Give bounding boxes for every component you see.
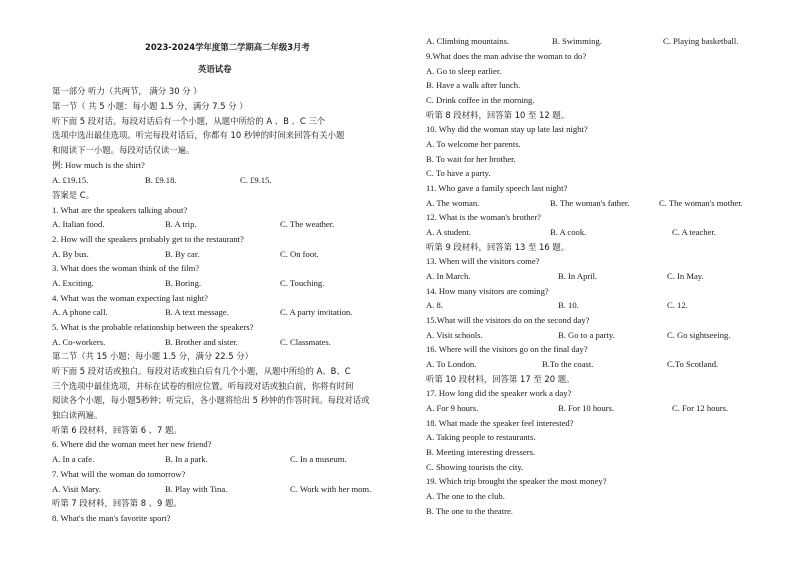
question: 16. Where will the visitors go on the final day? <box>426 344 588 354</box>
option: A. Visit Mary. <box>52 484 101 494</box>
option: B. Go to a party. <box>558 330 615 340</box>
instruction-line: 听下面 5 段对话。每段对话后有一个小题，从题中所给的 A 、B 、C 三个 <box>52 116 326 126</box>
option: C. Go sightseeing. <box>667 330 731 340</box>
material-heading: 听第 8 段材料，回答第 10 至 12 题。 <box>426 110 570 120</box>
option: A. A phone call. <box>52 307 108 317</box>
option: B. The one to the theatre. <box>426 506 513 516</box>
option: B.To the coast. <box>542 359 594 369</box>
option: B. £9.18. <box>145 175 177 185</box>
question: 18. What made the speaker feel interested? <box>426 418 574 428</box>
option: A. The woman. <box>426 198 480 208</box>
question: 17. How long did the speaker work a day? <box>426 388 572 398</box>
option: A. Co-workers. <box>52 337 106 347</box>
instruction-line: 独白读两遍。 <box>52 410 103 420</box>
question: 7. What will the woman do tomorrow? <box>52 469 186 479</box>
option: A. Visit schools. <box>426 330 483 340</box>
instruction-line: 选项中选出最佳选项。听完每段对话后，你都有 10 秒钟的时间来回答有关小题 <box>52 130 345 140</box>
option: A. To welcome her parents. <box>426 139 521 149</box>
question: 3. What does the woman think of the film? <box>52 263 200 273</box>
option: C. The weather. <box>280 219 335 229</box>
option: A. Climbing mountains. <box>426 36 510 46</box>
option: C. A party invitation. <box>280 307 353 317</box>
option: A. £19.15. <box>52 175 89 185</box>
option: C. A teacher. <box>672 227 716 237</box>
instruction-line: 和阅读下一小题。每段对话仅读一遍。 <box>52 145 195 155</box>
option: B. In a park. <box>165 454 208 464</box>
question: 10. Why did the woman stay up late last night? <box>426 124 588 134</box>
option: B. Play with Tina. <box>165 484 228 494</box>
material-heading: 听第 9 段材料，回答第 13 至 16 题。 <box>426 242 570 252</box>
example-answer: 答案是 C。 <box>52 190 95 200</box>
option: A. The one to the club. <box>426 491 505 501</box>
option: B. Meeting interesting dressers. <box>426 447 536 457</box>
option: B. Brother and sister. <box>165 337 238 347</box>
option: B. Swimming. <box>552 36 602 46</box>
option: A. In March. <box>426 271 471 281</box>
option: C. Playing basketball. <box>663 36 739 46</box>
question: 1. What are the speakers talking about? <box>52 205 188 215</box>
section-heading: 第一节（ 共 5 小题：每小题 1.5 分，满分 7.5 分 ） <box>52 101 248 111</box>
option: C. £9.15. <box>240 175 272 185</box>
option: B. A cook. <box>550 227 587 237</box>
option: B. For 10 hours. <box>558 403 615 413</box>
question: 12. What is the woman's brother? <box>426 212 541 222</box>
instruction-line: 三个选项中最佳选项，并标在试卷的相应位置。听每段对话或独白前，你将有时间 <box>52 381 354 391</box>
option: C. 12. <box>667 300 688 310</box>
option: A. Italian food. <box>52 219 105 229</box>
option: A. A student. <box>426 227 471 237</box>
exam-subtitle: 英语试卷 <box>198 64 232 74</box>
question: 8. What's the man's favorite sport? <box>52 513 171 523</box>
option: B. The woman's father. <box>550 198 630 208</box>
option: A. For 9 hours. <box>426 403 479 413</box>
option: A. Taking people to restaurants. <box>426 432 536 442</box>
material-heading: 听第 6 段材料，回答第 6 、7 题。 <box>52 425 182 435</box>
example-question: 例: How much is the shirt? <box>52 160 145 170</box>
option: A. Go to sleep earlier. <box>426 66 502 76</box>
option: B. A text message. <box>165 307 229 317</box>
option: B. Have a walk after lunch. <box>426 80 521 90</box>
question: 6. Where did the woman meet her new friend? <box>52 439 212 449</box>
instruction-line: 听下面 5 段对话或独白。每段对话或独白后有几个小题，从题中所给的 A、B、C <box>52 366 351 376</box>
option: A. 8. <box>426 300 443 310</box>
option: B. 10. <box>558 300 579 310</box>
option: C. Touching. <box>280 278 325 288</box>
option: C.To Scotland. <box>667 359 719 369</box>
part-heading: 第一部分 听力（共两节， 满分 30 分 ） <box>52 86 202 96</box>
option: A. In a cafe. <box>52 454 95 464</box>
question: 14. How many visitors are coming? <box>426 286 549 296</box>
option: B. In April. <box>558 271 598 281</box>
option: A. By bus. <box>52 249 89 259</box>
exam-title: 2023-2024学年度第二学期高二年级3月考 <box>145 42 310 52</box>
option: C. In May. <box>667 271 704 281</box>
option: B. To wait for her brother. <box>426 154 516 164</box>
question: 11. Who gave a family speech last night? <box>426 183 568 193</box>
option: C. Showing tourists the city. <box>426 462 524 472</box>
option: C. The woman's mother. <box>659 198 743 208</box>
option: C. Work with her mom. <box>290 484 372 494</box>
option: C. Classmates. <box>280 337 331 347</box>
question: 4. What was the woman expecting last night? <box>52 293 208 303</box>
question: 13. When will the visitors come? <box>426 256 540 266</box>
question: 19. Which trip brought the speaker the most money? <box>426 476 607 486</box>
option: B. By car. <box>165 249 200 259</box>
option: A. Exciting. <box>52 278 94 288</box>
option: C. In a museum. <box>290 454 347 464</box>
instruction-line: 阅读各个小题，每小题5秒钟；听完后，各小题将给出 5 秒钟的作答时间。每段对话或 <box>52 395 370 405</box>
question: 9.What does the man advise the woman to do? <box>426 51 587 61</box>
option: C. On foot. <box>280 249 319 259</box>
option: C. Drink coffee in the morning. <box>426 95 535 105</box>
question: 2. How will the speakers probably get to the restaurant? <box>52 234 244 244</box>
option: B. Boring. <box>165 278 202 288</box>
material-heading: 听第 7 段材料，回答第 8 、9 题。 <box>52 498 182 508</box>
option: C. For 12 hours. <box>672 403 729 413</box>
question: 5. What is the probable relationship between the speakers? <box>52 322 254 332</box>
option: A. To London. <box>426 359 477 369</box>
option: C. To have a party. <box>426 168 491 178</box>
option: B. A trip. <box>165 219 197 229</box>
material-heading: 听第 10 段材料，回答第 17 至 20 题。 <box>426 374 575 384</box>
section-heading: 第二节（共 15 小题；每小题 1.5 分，满分 22.5 分） <box>52 351 253 361</box>
question: 15.What will the visitors do on the second day? <box>426 315 590 325</box>
